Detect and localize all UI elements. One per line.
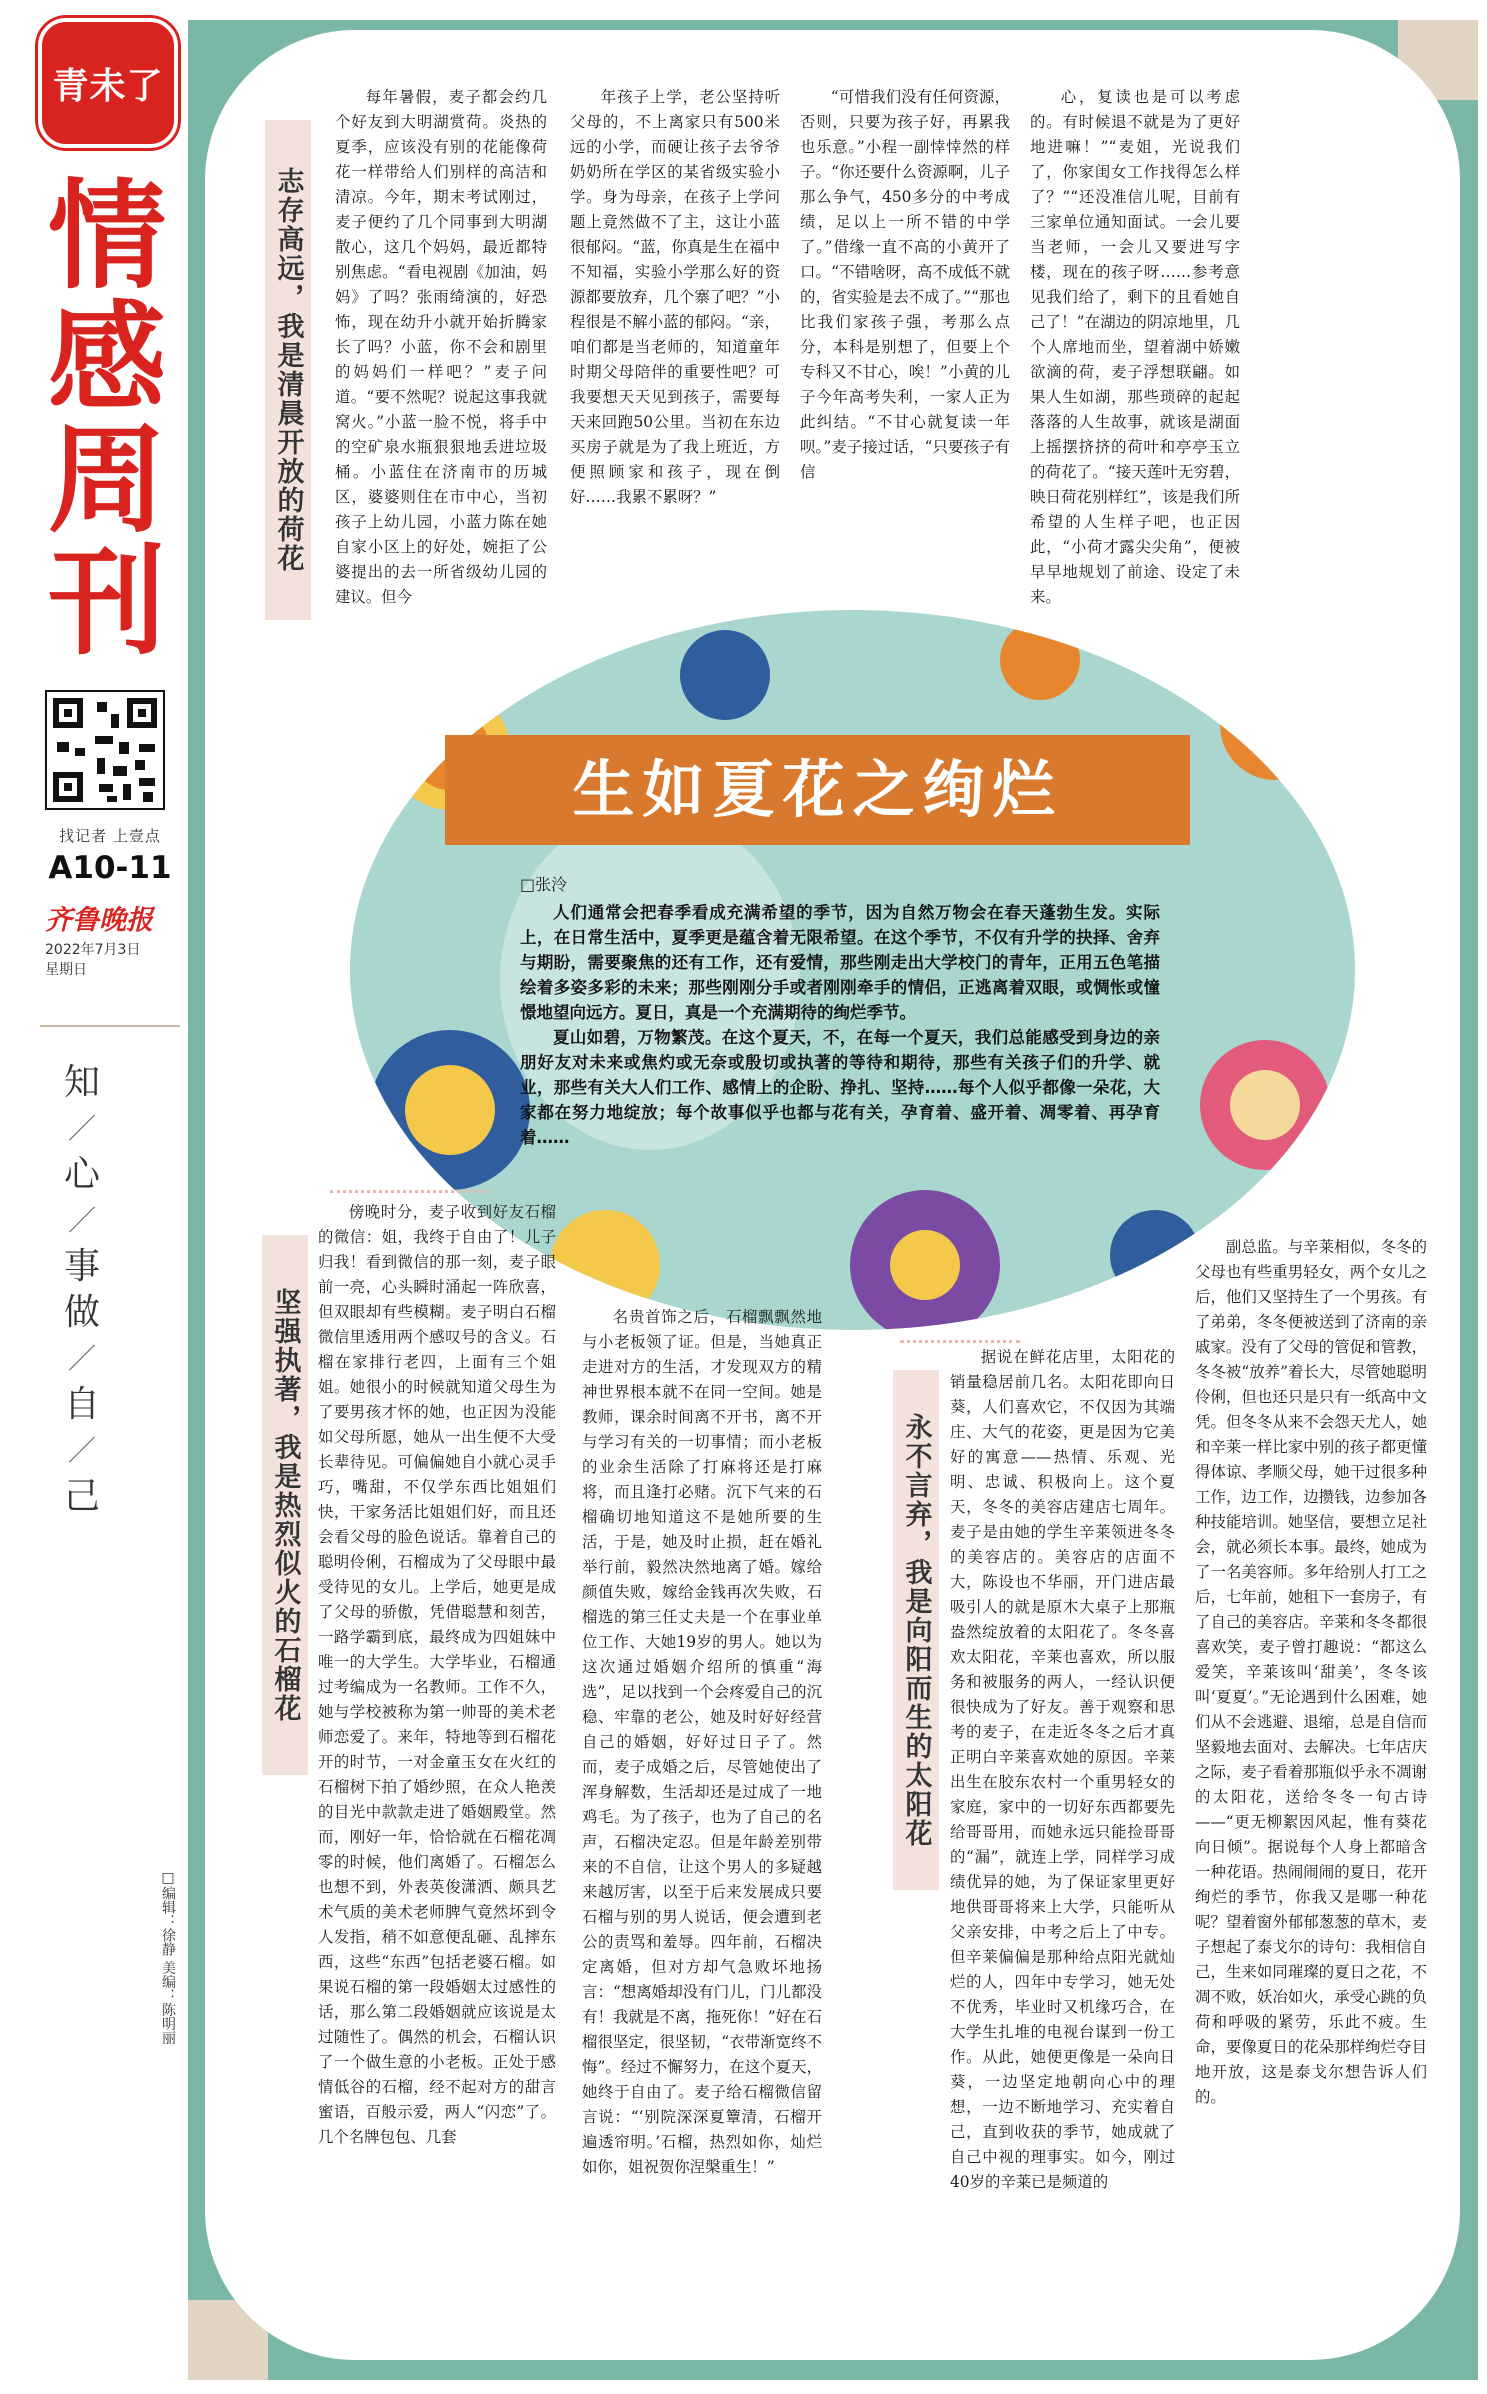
flower-icon [890, 1230, 960, 1300]
issue-date [45, 940, 140, 980]
article-text: 心，复读也是可以考虑的。有时候退不就是为了更好地进嘛！”“麦姐，光说我们了，你家闺女工作找得怎么样了？”“还没准信儿呢，目前有三家单位通知面试。一会儿要当老师，一会儿又要进写字楼，现在的孩子呀……参考意见我们给了，剩下的且看她自己了！”在湖边的阴凉地里，几个人席地而坐，望着湖中娇嫩欲滴的荷，麦子浮想联翩。如果人生如湖，那些琐碎的起起落落的人生故事，就该是湖面上摇摆挤挤的荷叶和亭亭玉立的荷花了。“接天莲叶无穷碧，映日荷花别样红”，该是我们所希望的人生样子吧，也正因此，“小荷才露尖尖角”，便被早早地规划了前途、设定了未来。 [1030, 88, 1240, 605]
author-byline: □张泠 [520, 875, 568, 894]
story-lotus-col-4 [1030, 85, 1240, 605]
page-number: A10-11 [48, 850, 172, 886]
headline-lotus-text: 志存高远，我是清晨开放的荷花 [272, 167, 304, 573]
article-text: 年孩子上学，老公坚持听父母的，不上离家只有500米远的小学，而硬让孩子去爷爷奶奶所在学区的某省级实验小学。身为母亲，在孩子上学问题上竟然做不了主，这让小蓝很郁闷。“蓝，你真是生在福中不知福，实验小学那么好的资源都要放弃，几个寨了吧？”小程很是不解小蓝的郁闷。“亲，咱们都是当老师的，知道童年时期父母陪伴的重要性吧？可我要想天天见到孩子，需要每天来回跑50公里。当初在东边买房子就是为了我上班近，方便照顾家和孩子，现在倒好……我累不累呀？” [570, 88, 780, 506]
section-title-char: 刊 [47, 533, 162, 671]
intro-paragraph: 人们通常会把春季看成充满希望的季节，因为自然万物会在春天蓬勃生发。实际上，在日常生活中，夏季更是蕴含着无限希望。在这个季节，不仅有升学的抉择、舍弃与期盼，需要聚焦的还有工作，还有爱情，那些刚走出大学校门的青年，正用五色笔描绘着多姿多彩的未来；那些刚刚分手或者刚刚牵手的情侣，正逃离着双眼，或惆怅或憧憬地望向远方。夏日，真是一个充满期待的绚烂季节。 [520, 903, 1160, 1022]
story-sunflower-col-2 [1195, 1235, 1427, 2265]
main-title: 生如夏花之绚烂 [445, 735, 1190, 845]
article-text: “可惜我们没有任何资源，否则，只要为孩子好，再累我也乐意。”小程一副悻悻然的样子。“你还要什么资源啊，儿子那么争气，450多分的中考成绩，足以上一所不错的中学了。”借缘一直不高的小黄开了口。“不错啥呀，高不成低不就的，省实验是去不成了。”“那也比我们家孩子强，考那么点分，本科是别想了，但要上个专科又不甘心，唉！”小黄的儿子今年高考失利，一家人正为此纠结。“不甘心就复读一年呗。”麦子接过话，“只要孩子有信 [800, 88, 1010, 481]
slogan-separator: ／ [67, 1204, 96, 1237]
slogan-separator: ／ [67, 1342, 96, 1375]
story-pomegranate-col-2 [582, 1305, 822, 2265]
story-pomegranate-col-1 [318, 1200, 556, 2260]
flower-icon [550, 1210, 660, 1320]
article-text: 傍晚时分，麦子收到好友石榴的微信：姐，我终于自由了！儿子归我！看到微信的那一刻，麦子眼前一亮，心头瞬时涌起一阵欣喜，但双眼却有些模糊。麦子明白石榴微信里透用两个感叹号的含义。石榴在家排行老四，上面有三个姐姐。她很小的时候就知道父母生为了要男孩才怀的她，也正因为没能如父母所愿，她从一出生便不大受长辈待见。可偏偏她自小就心灵手巧，嘴甜，不仅学东西比姐姐们快，干家务活比姐姐们好，而且还会看父母的脸色说话。靠着自己的聪明伶俐，石榴成为了父母眼中最受待见的女儿。上学后，她更是成了父母的骄傲，凭借聪慧和刻苦，一路学霸到底，最终成为四姐妹中唯一的大学生。大学毕业，石榴通过考编成为一名教师。工作不久，她与学校被称为第一帅哥的美术老师恋爱了。来年，特地等到石榴花开的时节，一对金童玉女在火红的石榴树下拍了婚纱照，在众人艳羡的目光中款款走进了婚姻殿堂。然而，刚好一年，恰恰就在石榴花凋零的时候，他们离婚了。石榴怎么也想不到，外表英俊潇洒、颇具艺术气质的美术老师脾气竟然坏到令人发指，稍不如意便乱砸、乱摔东西，这些“东西”包括老婆石榴。如果说石榴的第一段婚姻太过感性的话，那么第二段婚姻就应该说是太过随性了。偶然的机会，石榴认识了一个做生意的小老板。正处于感情低谷的石榴，经不起对方的甜言蜜语，百般示爱，两人“闪恋”了。几个名牌包包、几套 [318, 1203, 556, 2146]
section-title-char: 感 [47, 289, 162, 427]
newspaper-name: 齐鲁晚报 [45, 905, 153, 936]
headline-sunflower-text: 永不言弃，我是向阳而生的太阳花 [900, 1412, 932, 1848]
flower-icon [1110, 1210, 1200, 1300]
logo-text: 青未了 [52, 66, 164, 107]
intro-paragraph: 夏山如碧，万物繁茂。在这个夏天，不，在每一个夏天，我们总能感受到身边的亲朋好友对未来或焦灼或无奈或殷切或执著的等待和期待，那些有关孩子们的升学、就业，那些有关大人们工作、感情上的企盼、挣扎、坚持……每个人似乎都像一朵花，大家都在努力地绽放；每个故事似乎也都与花有关，孕育着、盛开着、凋零着、再孕育着…… [520, 1028, 1160, 1147]
divider [40, 1025, 180, 1027]
headline-pomegranate [262, 1235, 308, 1775]
slogan-char: 自 [63, 1384, 100, 1425]
intro-text [520, 900, 1160, 1150]
story-lotus-col-1 [335, 85, 547, 625]
section-title-char: 情 [47, 167, 162, 305]
brand-logo[interactable] [38, 18, 178, 148]
headline-pomegranate-text: 坚强执著，我是热烈似火的石榴花 [269, 1287, 301, 1723]
divider [330, 1190, 490, 1193]
story-lotus-col-2 [570, 85, 780, 525]
slogan-char: 事 [63, 1246, 100, 1287]
flower-icon [1230, 1070, 1300, 1140]
section-title [30, 167, 180, 671]
slogan-char: 知 [63, 1062, 100, 1103]
section-title-char: 周 [47, 411, 162, 549]
slogan-separator: ／ [67, 1434, 96, 1467]
slogan-separator: ／ [67, 1112, 96, 1145]
story-sunflower-col-1 [950, 1345, 1175, 2265]
date-text: 2022年7月3日 [45, 942, 141, 958]
flower-icon [1240, 690, 1310, 760]
headline-sunflower [893, 1370, 939, 1890]
slogan-char: 做 [63, 1292, 100, 1333]
weekday-text: 星期日 [45, 962, 87, 978]
article-text: 副总监。与辛莱相似，冬冬的父母也有些重男轻女，两个女儿之后，他们又坚持生了一个男孩。有了弟弟，冬冬便被送到了济南的亲戚家。没有了父母的管促和管教，冬冬被“放养”着长大，尽管她聪明伶俐，但也还只是只有一纸高中文凭。但冬冬从来不会怨天尤人，她和辛莱一样比家中别的孩子都更懂得体谅、孝顺父母，她干过很多种工作，边工作，边攒钱，边参加各种技能培训。她坚信，要想立足社会，就必须长本事。最终，她成为了一名美容师。多年给别人打工之后，七年前，她租下一套房子，有了自己的美容店。辛莱和冬冬都很喜欢笑，麦子曾打趣说：“都这么爱笑，辛莱该叫‘甜美’，冬冬该叫‘夏夏’。”无论遇到什么困难，她们从不会逃避、退缩，总是自信而坚毅地去面对、去解决。七年店庆之际，麦子看着那瓶似乎永不凋谢的太阳花，送给冬冬一句古诗——“更无柳絮因风起，惟有葵花向日倾”。据说每个人身上都暗含一种花语。热闹闹闹的夏日，花开绚烂的季节，你我又是哪一种花呢？望着窗外郁郁葱葱的草木，麦子想起了泰戈尔的诗句：我相信自己，生来如同璀璨的夏日之花，不凋不败，妖冶如火，承受心跳的负荷和呼吸的紧劳，乐此不疲。生命，要像夏日的花朵那样绚烂夺目地开放，这是泰戈尔想告诉人们的。 [1195, 1238, 1427, 2106]
qr-caption: 找记者 上壹点 [59, 827, 161, 845]
section-slogan [52, 1060, 112, 1520]
slogan-char: 己 [63, 1476, 100, 1517]
slogan-char: 心 [63, 1154, 100, 1195]
headline-lotus [265, 120, 311, 620]
flower-icon [1000, 620, 1080, 700]
article-text: 名贵首饰之后，石榴飘飘然地与小老板领了证。但是，当她真正走进对方的生活，才发现双方的精神世界根本就不在同一空间。她是教师，课余时间离不开书，离不开与学习有关的一切事情；而小老板的业余生活除了打麻将还是打麻将，而且逢打必赌。沉下气来的石榴确切地知道这不是她所要的生活，于是，她及时止损，赶在婚礼举行前，毅然决然地离了婚。嫁给颜值失败，嫁给金钱再次失败，石榴选的第三任丈夫是一个在事业单位工作、大她19岁的男人。她以为这次通过婚姻介绍所的慎重“海选”，足以找到一个会疼爱自己的沉稳、牢靠的老公，她及时好好经营自己的婚姻，好好过日子了。然而，麦子成婚之后，尽管她使出了浑身解数，生活却还是过成了一地鸡毛。为了孩子，也为了自己的名声，石榴决定忍。但是年龄差别带来的不自信，让这个男人的多疑越来越厉害，以至于后来发展成只要石榴与别的男人说话，便会遭到老公的责骂和羞辱。四年前，石榴决定离婚，但对方却气急败坏地扬言：“想离婚却没有门儿，门儿都没有！我就是不离，拖死你！”好在石榴很坚定，很坚韧，“衣带渐宽终不悔”。经过不懈努力，在这个夏天，她终于自由了。麦子给石榴微信留言说：“‘别院深深夏簟清，石榴开遍透帘明。’石榴，热烈如你，灿烂如你，姐祝贺你涅槃重生！” [582, 1308, 822, 2176]
flower-icon [405, 1065, 495, 1155]
article-text: 据说在鲜花店里，太阳花的销量稳居前几名。太阳花即向日葵，人们喜欢它，不仅因为其端庄、大气的花姿，更是因为它美好的寓意——热情、乐观、光明、忠诚、积极向上。这个夏天，冬冬的美容店建店七周年。麦子是由她的学生辛莱领进冬冬的美容店的。美容店的店面不大，陈设也不华丽，开门进店最吸引人的就是原木大桌子上那瓶盎然绽放着的太阳花了。冬冬喜欢太阳花，辛莱也喜欢，所以服务和被服务的两人，一经认识便很快成为了好友。善于观察和思考的麦子，在走近冬冬之后才真正明白辛莱喜欢她的原因。辛莱出生在胶东农村一个重男轻女的家庭，家中的一切好东西都要先给哥哥用，而她永远只能捡哥哥的“漏”，就连上学，同样学习成绩优异的她，为了保证家里更好地供哥哥将来上大学，只能听从父亲安排，中考之后上了中专。但辛莱偏偏是那种给点阳光就灿烂的人，四年中专学习，她无处不优秀，毕业时又机缘巧合，在大学生扎堆的电视台谋到一份工作。从此，她便更像是一朵向日葵，一边坚定地朝向心中的理想，一边不断地学习、充实着自己，直到收获的季节，她成就了自己中视的理事实。如今，刚过40岁的辛莱已是频道的 [950, 1348, 1175, 2191]
editor-credits: □编辑：徐静 美编：陈明丽 [160, 1870, 176, 2045]
story-lotus-col-3 [800, 85, 1010, 505]
article-text: 每年暑假，麦子都会约几个好友到大明湖赏荷。炎热的夏季，应该没有别的花能像荷花一样带给人们别样的高洁和清凉。今年，期末考试刚过，麦子便约了几个同事到大明湖散心，这几个妈妈，最近都特别焦虑。“看电视剧《加油，妈妈》了吗？张雨绮演的，好恐怖，现在幼升小就开始折腾家长了吗？小蓝，你不会和剧里的妈妈们一样吧？”麦子问道。“要不然呢？说起这事我就窝火。”小蓝一脸不悦，将手中的空矿泉水瓶狠狠地丢进垃圾桶。小蓝住在济南市的历城区，婆婆则住在市中心，当初孩子上幼儿园，小蓝力陈在她自家小区上的好处，婉拒了公婆提出的去一所省级幼儿园的建议。但今 [335, 88, 547, 606]
flower-icon [680, 630, 770, 720]
divider [900, 1340, 1020, 1343]
qr-code-icon[interactable] [45, 690, 165, 810]
